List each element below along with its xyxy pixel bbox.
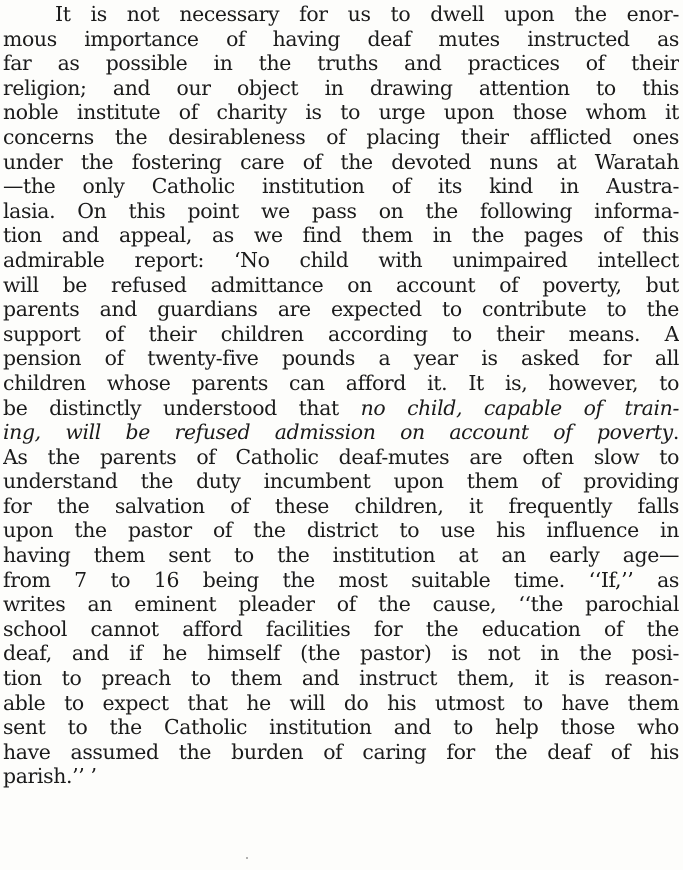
text-line: able to expect that he will do his utmost to have them	[3, 690, 679, 715]
text-line: It is not necessary for us to dwell upon the enor-	[55, 2, 679, 26]
article-text	[3, 2, 679, 789]
text-line: school cannot afford facilities for the education of the	[3, 616, 679, 641]
text-line: concerns the desirableness of placing their afflicted ones	[3, 124, 679, 149]
print-speck	[246, 857, 248, 859]
text-line: sent to the Catholic institution and to help those who	[3, 715, 679, 740]
text-line: will be refused admittance on account of poverty, but	[3, 272, 679, 297]
text-line: mous importance of having deaf mutes instructed as	[3, 26, 679, 51]
text-line: As the parents of Catholic deaf-mutes are often slow to	[3, 444, 679, 469]
text-line: admirable report: ‘No child with unimpaired intellect	[3, 247, 679, 272]
text-line: far as possible in the truths and practices of their	[3, 51, 679, 76]
text-line: for the salvation of these children, it frequently falls	[3, 493, 679, 518]
text-line: deaf, and if he himself (the pastor) is not in the posi-	[3, 641, 679, 666]
text-line: parish.’’ ’	[3, 764, 97, 789]
text-line: under the fostering care of the devoted nuns at Waratah	[3, 149, 679, 174]
text-line: lasia. On this point we pass on the following informa-	[3, 198, 679, 223]
italic-emphasis: no child, capable of train-	[360, 395, 679, 420]
text-line: religion; and our object in drawing attention to this	[3, 75, 679, 100]
italic-emphasis: ing, will be refused admission on account of poverty	[3, 420, 673, 445]
text-line	[3, 420, 679, 445]
text-line: from 7 to 16 being the most suitable time. ‘‘If,’’ as	[3, 567, 679, 592]
text-line: parents and guardians are expected to contribute to the	[3, 297, 679, 322]
text-segment: be distinctly understood that	[3, 395, 361, 420]
text-segment: .	[672, 420, 679, 445]
text-line: —the only Catholic institution of its kind in Austra-	[3, 174, 679, 199]
text-line: children whose parents can afford it. It is, however, to	[3, 370, 679, 395]
text-line: understand the duty incumbent upon them of providing	[3, 469, 679, 494]
text-line: having them sent to the institution at an early age—	[3, 543, 679, 568]
text-line	[3, 396, 679, 421]
text-line: tion and appeal, as we find them in the pages of this	[3, 223, 679, 248]
text-line: have assumed the burden of caring for the deaf of his	[3, 739, 679, 764]
text-line: support of their children according to their means. A	[3, 321, 679, 346]
text-line: tion to preach to them and instruct them, it is reason-	[3, 666, 679, 691]
text-line: noble institute of charity is to urge upon those whom it	[3, 100, 679, 125]
text-line: upon the pastor of the district to use his influence in	[3, 518, 679, 543]
text-line: pension of twenty-five pounds a year is asked for all	[3, 346, 679, 371]
text-line: writes an eminent pleader of the cause, ‘‘the parochial	[3, 592, 679, 617]
